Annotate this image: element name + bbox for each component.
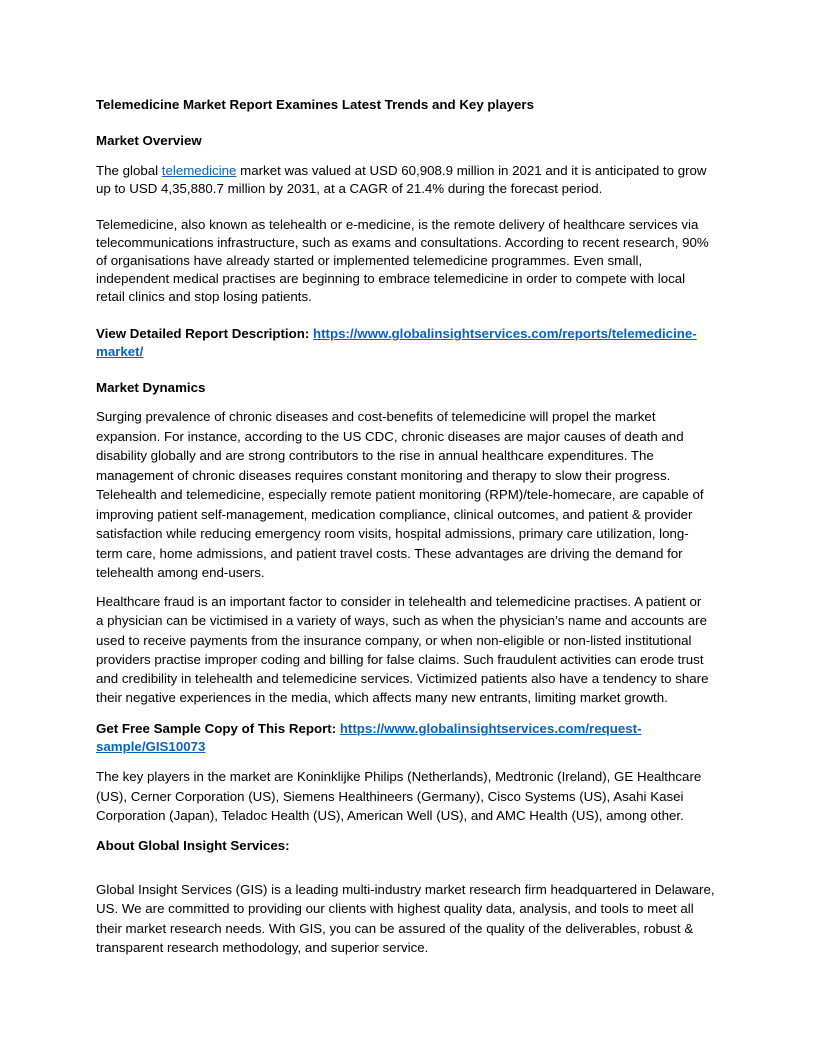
label: View Detailed Report Description: <box>96 326 313 341</box>
text-line: Telehealth and telemedicine, especially remote patient monitoring (RPM)/tele-homecare, are capable of <box>96 487 704 502</box>
text-line: transparent research methodology, and superior service. <box>96 939 429 955</box>
text-line: management of chronic diseases requires constant monitoring and therapy to slow their progress. <box>96 467 671 483</box>
text-line: Global Insight Services (GIS) is a leading multi-industry market research firm headquartered in Delaware, <box>96 882 715 897</box>
text-line: Corporation (Japan), Teladoc Health (US), American Well (US), and AMC Health (US), among other. <box>96 808 684 823</box>
report-description <box>96 325 697 361</box>
text-line: (US), Cerner Corporation (US), Siemens Healthineers (Germany), Cisco Systems (US), Asahi Kasei <box>96 788 684 804</box>
text-line: their negative experiences in the media, which affects many new entrants, limiting market growth. <box>96 690 668 706</box>
text-line: Surging prevalence of chronic diseases and cost-benefits of telemedicine will propel the market <box>96 409 656 424</box>
text-line: satisfaction while reducing emergency room visits, hospital admissions, primary care utilization, long- <box>96 526 689 541</box>
paragraph-key-players <box>96 767 701 826</box>
text-line: of organisations have already started or implemented telemedicine programmes. Even small, <box>96 253 643 268</box>
sample-copy-link-cont[interactable]: sample/GIS10073 <box>96 739 206 754</box>
text-line: disability globally and are strong contributors to the rise in annual healthcare expenditures. The <box>96 448 654 463</box>
text-line: independent medical practises are beginning to embrace telemedicine in order to compete with local <box>96 271 686 286</box>
paragraph-telemedicine-definition <box>96 216 709 306</box>
paragraph-market-value <box>96 162 707 198</box>
text-line: The key players in the market are Koninklijke Philips (Netherlands), Medtronic (Ireland), GE Healthcare <box>96 769 702 784</box>
sample-copy <box>96 720 642 756</box>
text-line: providers practise improper coding and billing for false claims. Such fraudulent activities can erode trust <box>96 651 704 667</box>
text-line: Healthcare fraud is an important factor to consider in telehealth and telemedicine practises. A patient or <box>96 594 702 609</box>
text-line: used to receive payments from the insurance company, or when non-eligible or non-listed institutional <box>96 632 692 648</box>
text: market was valued at USD 60,908.9 million in 2021 and it is anticipated to grow <box>236 163 707 178</box>
text-line: their market research needs. With GIS, you can be assured of the quality of the deliverables, robust & <box>96 920 694 936</box>
paragraph-about <box>96 880 715 957</box>
text-line: a physician can be victimised in a variety of ways, such as when the physician’s name and accounts are <box>96 613 707 629</box>
text-line: telecommunications infrastructure, such as exams and consultations. According to recent research, 90% <box>96 235 709 250</box>
paragraph-dynamics-restraints <box>96 592 709 708</box>
text-line: up to USD 4,35,880.7 million by 2031, at a CAGR of 21.4% during the forecast period. <box>96 181 603 196</box>
sample-copy-link[interactable]: https://www.globalinsightservices.com/request- <box>339 721 642 736</box>
text: The global <box>96 163 162 178</box>
report-description-link-cont[interactable]: market/ <box>96 344 144 359</box>
text-line: Telemedicine, also known as telehealth or e-medicine, is the remote delivery of healthcare services via <box>96 217 699 232</box>
text-line: term care, home admissions, and patient travel costs. These advantages are driving the demand for <box>96 545 683 561</box>
label: Get Free Sample Copy of This Report: <box>96 721 340 736</box>
telemedicine-link[interactable]: telemedicine <box>161 163 237 178</box>
text-line: expansion. For instance, according to the US CDC, chronic diseases are major causes of death and <box>96 428 684 444</box>
heading-market-overview: Market Overview <box>96 133 202 148</box>
text-line: US. We are committed to providing our clients with highest quality data, analysis, and tools to meet all <box>96 901 694 917</box>
paragraph-dynamics-drivers <box>96 407 704 583</box>
text-line: telehealth among end-users. <box>96 565 265 580</box>
text-line: improving patient self-management, medication compliance, clinical outcomes, and patient & provider <box>96 506 693 522</box>
text-line: retail clinics and stop losing patients. <box>96 289 312 304</box>
text-line: and credibility in telehealth and telemedicine services. Victimized patients also have a tendency to share <box>96 671 709 687</box>
report-description-link[interactable]: https://www.globalinsightservices.com/reports/telemedicine- <box>312 326 697 341</box>
heading-about: About Global Insight Services: <box>96 838 290 853</box>
document-title: Telemedicine Market Report Examines Latest Trends and Key players <box>96 97 534 112</box>
heading-market-dynamics: Market Dynamics <box>96 380 206 395</box>
